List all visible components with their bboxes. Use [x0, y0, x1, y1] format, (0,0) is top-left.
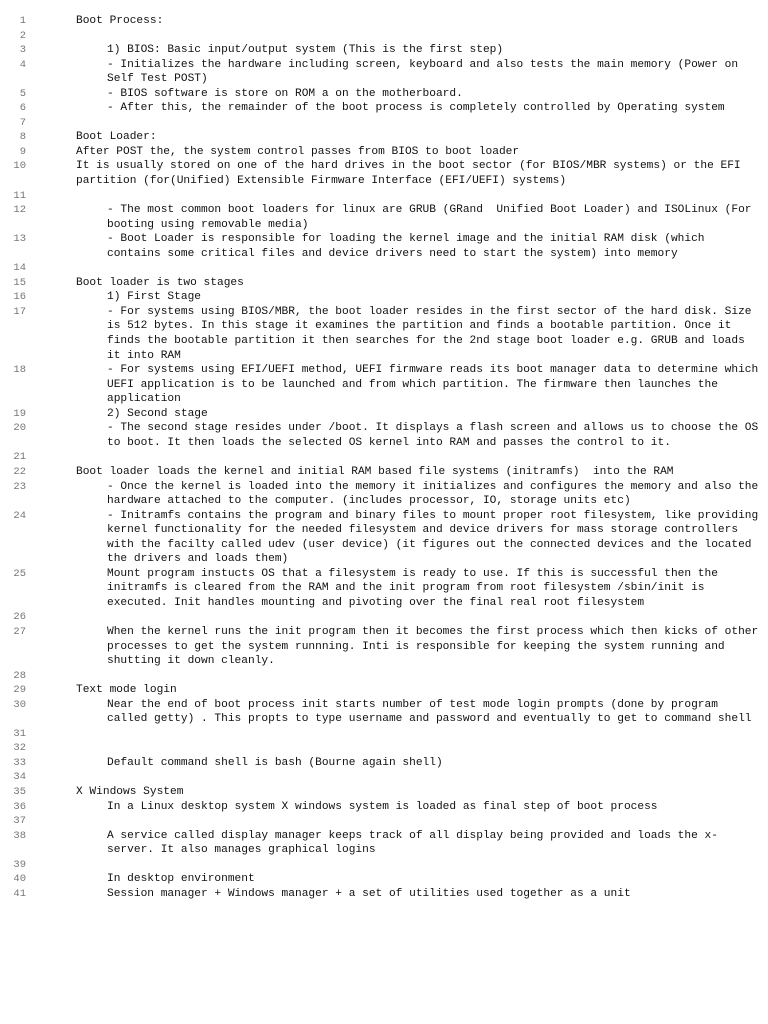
- document-line: [0, 421, 768, 450]
- line-number: 33: [13, 756, 26, 769]
- line-number: 30: [13, 698, 26, 711]
- line-number: 29: [13, 684, 26, 697]
- line-number: 3: [19, 44, 26, 57]
- document-line: [0, 145, 768, 160]
- document-line: [0, 43, 768, 58]
- line-number: 40: [13, 873, 26, 886]
- line-number: 20: [13, 422, 26, 435]
- line-number: 8: [19, 131, 26, 144]
- document-line: [0, 450, 768, 465]
- document-line: [0, 14, 768, 29]
- line-text: - Boot Loader is responsible for loading the kernel image and the initial RAM disk (which contains some critical files and device drivers need to start the system) into memory: [107, 233, 712, 260]
- document-line: [0, 829, 768, 858]
- line-text: - Initializes the hardware including screen, keyboard and also tests the main memory (Power on Self Test POST): [107, 58, 745, 86]
- line-text: In a Linux desktop system X windows system is loaded as final step of boot process: [107, 800, 658, 813]
- document-line: [0, 407, 768, 422]
- line-number: 32: [13, 742, 26, 755]
- line-number: 27: [13, 625, 26, 638]
- document-line: [0, 261, 768, 276]
- document-line: [0, 290, 768, 305]
- line-text: - After this, the remainder of the boot process is completely controlled by Operating system: [107, 102, 725, 115]
- line-text: - For systems using EFI/UEFI method, UEFI firmware reads its boot manager data to determine which UEFI application is to be launched and from which partition. The firmware then launches the application: [107, 364, 765, 406]
- document-line: [0, 872, 768, 887]
- document-line: [0, 683, 768, 698]
- document-line: [0, 756, 768, 771]
- line-text: In desktop environment: [107, 873, 255, 886]
- document-line: [0, 276, 768, 291]
- line-number: 18: [13, 364, 26, 377]
- line-text: - BIOS software is store on ROM a on the motherboard.: [107, 87, 463, 100]
- line-number: 37: [13, 815, 26, 828]
- line-text: X Windows System: [76, 785, 184, 798]
- line-number: 14: [13, 262, 26, 275]
- document-line: [0, 58, 768, 87]
- line-number: 9: [19, 145, 26, 158]
- document-body: [0, 14, 768, 901]
- line-number: 28: [13, 669, 26, 682]
- document-line: [0, 741, 768, 756]
- document-line: [0, 305, 768, 363]
- line-text: Boot loader is two stages: [76, 276, 244, 289]
- document-line: [0, 480, 768, 509]
- document-line: [0, 101, 768, 116]
- document-line: [0, 669, 768, 684]
- line-text: 1) BIOS: Basic input/output system (This is the first step): [107, 44, 504, 57]
- line-number: 1: [19, 15, 26, 27]
- document-line: [0, 567, 768, 611]
- document-line: [0, 770, 768, 785]
- line-text: - The second stage resides under /boot. It displays a flash screen and allows us to choose the OS to boot. It then loads the selected OS kernel into RAM and passes the control to it.: [107, 422, 765, 449]
- line-text: Mount program instucts OS that a filesystem is ready to use. If this is successful then the initramfs is cleared from the RAM and the init program from root filesystem /sbin/init is executed. Init handles mounting and pivoting over the final real root filesystem: [107, 567, 725, 609]
- document-line: [0, 363, 768, 407]
- line-number: 26: [13, 611, 26, 624]
- line-number: 7: [19, 116, 26, 129]
- document-line: [0, 232, 768, 261]
- document-line: [0, 814, 768, 829]
- line-number: 23: [13, 480, 26, 493]
- line-number: 35: [13, 785, 26, 798]
- line-text: - For systems using BIOS/MBR, the boot loader resides in the first sector of the hard disk. Size is 512 bytes. In this stage it examines the partition and finds a bootable partition. Once it finds the bootable partition it then searches for the 2nd stage boot loader e.g. GRUB and loads it into RAM: [107, 305, 759, 362]
- line-text: Boot loader loads the kernel and initial RAM based file systems (initramfs) into the RAM: [76, 465, 674, 478]
- line-number: 17: [13, 305, 26, 318]
- document-line: [0, 116, 768, 131]
- document-line: [0, 727, 768, 742]
- document-line: [0, 159, 768, 188]
- document-line: [0, 625, 768, 669]
- line-number: 41: [13, 887, 26, 900]
- line-number: 39: [13, 858, 26, 871]
- line-text: - Initramfs contains the program and binary files to mount proper root filesystem, like providing kernel functionality for the needed filesystem and device drivers for mass storage controllers with the facilty called udev (user device) (it figures out the connected devices and the located the drivers and loads them): [107, 509, 765, 566]
- line-number: 21: [13, 451, 26, 464]
- document-line: [0, 698, 768, 727]
- line-number: 13: [13, 233, 26, 246]
- line-number: 36: [13, 800, 26, 813]
- document-line: [0, 29, 768, 44]
- line-number: 10: [13, 160, 26, 173]
- line-number: 16: [13, 291, 26, 304]
- line-text: A service called display manager keeps track of all display being provided and loads the x-server. It also manages graphical logins: [107, 829, 718, 857]
- line-text: Boot Loader:: [76, 131, 157, 144]
- line-number: 24: [13, 509, 26, 522]
- document-line: [0, 785, 768, 800]
- line-text: When the kernel runs the init program then it becomes the first process which then kicks of other processes to get the system runnning. Inti is responsible for keeping the system running and shutting it down cleanly.: [107, 625, 765, 668]
- line-number: 15: [13, 276, 26, 289]
- line-number: 38: [13, 829, 26, 842]
- line-number: 2: [19, 29, 26, 42]
- line-text: Session manager + Windows manager + a set of utilities used together as a unit: [107, 887, 631, 900]
- line-number: 5: [19, 87, 26, 100]
- line-text: Default command shell is bash (Bourne again shell): [107, 756, 443, 769]
- document-line: [0, 800, 768, 815]
- line-text: - Once the kernel is loaded into the memory it initializes and configures the memory and also the hardware attached to the computer. (includes processor, IO, storage units etc): [107, 480, 765, 508]
- line-text: 1) First Stage: [107, 291, 201, 304]
- document-line: [0, 887, 768, 902]
- line-number: 31: [13, 727, 26, 740]
- line-number: 25: [13, 567, 26, 580]
- line-number: 19: [13, 407, 26, 420]
- document-line: [0, 858, 768, 873]
- line-text: Boot Process:: [76, 15, 164, 27]
- line-text: Near the end of boot process init starts number of test mode login prompts (done by program called getty) . This propts to type username and password and eventually to get to command shell: [107, 698, 752, 726]
- line-text: It is usually stored on one of the hard drives in the boot sector (for BIOS/MBR systems) or the EFI partition (for(Unified) Extensible Firmware Interface (EFI/UEFI) systems): [76, 160, 748, 188]
- line-number: 34: [13, 771, 26, 784]
- document-line: [0, 465, 768, 480]
- document-line: [0, 130, 768, 145]
- line-text: Text mode login: [76, 684, 177, 697]
- document-line: [0, 189, 768, 204]
- document-line: [0, 610, 768, 625]
- line-text: 2) Second stage: [107, 407, 208, 420]
- document-line: [0, 87, 768, 102]
- line-number: 12: [13, 204, 26, 217]
- document-line: [0, 203, 768, 232]
- line-text: After POST the, the system control passes from BIOS to boot loader: [76, 145, 520, 158]
- document-line: [0, 509, 768, 567]
- line-text: - The most common boot loaders for linux are GRUB (GRand Unified Boot Loader) and ISOLinux (For booting using removable media): [107, 204, 759, 231]
- line-number: 11: [13, 189, 26, 202]
- line-number: 22: [13, 465, 26, 478]
- line-number: 6: [19, 102, 26, 115]
- line-number: 4: [19, 58, 26, 71]
